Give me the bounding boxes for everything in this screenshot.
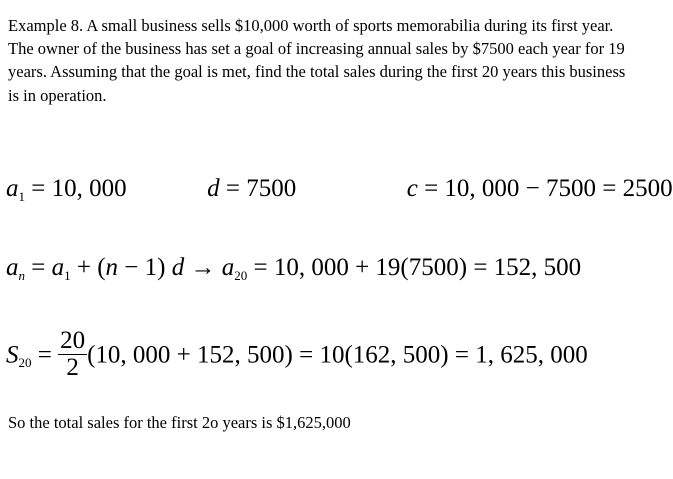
var-c: c	[406, 175, 418, 202]
var-s: S	[6, 341, 19, 369]
c-computation: = 10, 000 − 7500 = 2500	[417, 175, 673, 202]
subscript-1: 1	[18, 189, 25, 204]
var-d: d	[171, 254, 185, 281]
problem-statement: Example 8. A small business sells $10,000 worth of sports memorabilia during its first year. The owner of the business has set a goal of increasing annual sales by $7500 each year for 19 years. Assuming that the goal is met, find the total sales during the first 20 years this business is in operation.	[8, 16, 626, 105]
fraction-numerator: 20	[60, 327, 86, 354]
a20-computation: = 10, 000 + 19(7500) = 152, 500	[247, 254, 582, 281]
fraction	[58, 328, 87, 382]
var-n: n	[105, 254, 119, 281]
var-a-20: a	[221, 254, 235, 281]
var-a: a	[6, 175, 19, 202]
fraction-denominator: 2	[66, 354, 79, 382]
sum-computation: (10, 000 + 152, 500) = 10(162, 500) = 1, 625, 000	[87, 341, 588, 369]
minus-one: − 1)	[118, 254, 172, 281]
var-a-1: a	[51, 254, 65, 281]
var-d: d	[207, 175, 220, 202]
subscript-1: 1	[64, 268, 71, 283]
equals: =	[31, 341, 59, 369]
a1-value: = 10, 000	[25, 175, 127, 202]
equation-given-values	[6, 175, 673, 204]
plus-open-paren: + (	[70, 254, 106, 281]
subscript-20: 20	[18, 355, 32, 371]
subscript-n: n	[18, 268, 25, 283]
equation-sum	[6, 327, 588, 384]
d-value: = 7500	[219, 175, 297, 202]
subscript-20: 20	[234, 268, 248, 283]
equation-nth-term	[6, 254, 582, 283]
var-a-n: a	[6, 254, 19, 281]
equals: =	[25, 254, 52, 281]
conclusion: So the total sales for the first 2o years is $1,625,000	[8, 413, 351, 432]
arrow: →	[184, 254, 222, 281]
